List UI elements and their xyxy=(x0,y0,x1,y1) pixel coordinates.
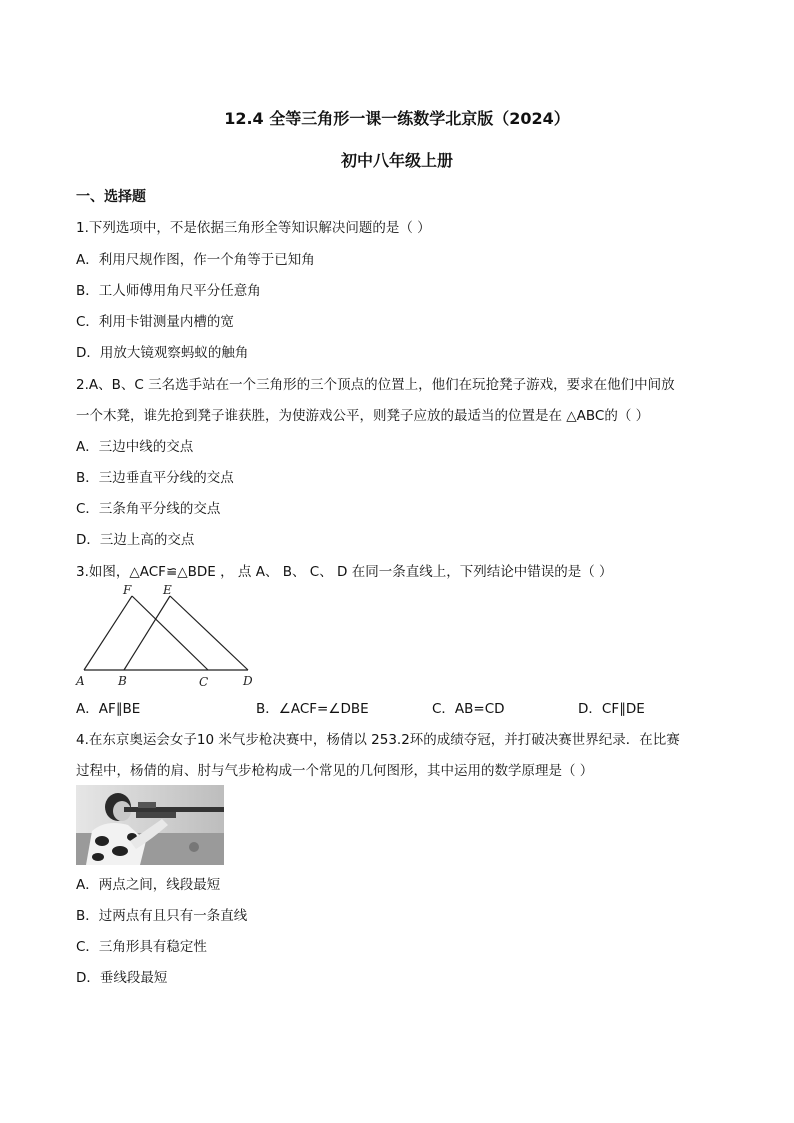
q2-stem-line2: 一个木凳，谁先抢到凳子谁获胜，为使游戏公平，则凳子应放的最适当的位置是在 △ABC的（ ） xyxy=(76,408,650,424)
segment-be xyxy=(124,596,170,670)
q4-stem-line1: 4.在东京奥运会女子10 米气步枪决赛中，杨倩以 253.2环的成绩夺冠，并打破决赛世界纪录．在比赛 xyxy=(76,732,680,748)
document-subtitle: 初中八年级上册 xyxy=(340,151,453,170)
segment-ed xyxy=(170,596,248,670)
q3-option-b: B．∠ACF=∠DBE xyxy=(256,701,369,717)
q2-option-a: A．三边中线的交点 xyxy=(76,439,194,455)
label-b: B xyxy=(118,674,127,688)
q1-stem: 1.下列选项中，不是依据三角形全等知识解决问题的是（ ） xyxy=(76,220,431,236)
label-c: C xyxy=(199,675,209,689)
shooter-photo xyxy=(76,785,224,865)
label-f: F xyxy=(123,584,132,597)
q1-option-b: B．工人师傅用角尺平分任意角 xyxy=(76,283,261,299)
q2-stem-line1: 2.A、B、C 三名选手站在一个三角形的三个顶点的位置上，他们在玩抢凳子游戏，要求在他们中间放 xyxy=(76,377,675,393)
q3-triangle-figure xyxy=(72,584,262,690)
q1-option-d: D．用放大镜观察蚂蚁的触角 xyxy=(76,345,249,361)
q2-option-d: D．三边上高的交点 xyxy=(76,532,195,548)
q3-option-c: C．AB=CD xyxy=(432,701,505,717)
q4-option-d: D．垂线段最短 xyxy=(76,970,168,986)
label-a: A xyxy=(76,674,85,688)
q4-option-b: B．过两点有且只有一条直线 xyxy=(76,908,248,924)
q2-option-c: C．三条角平分线的交点 xyxy=(76,501,221,517)
label-d: D xyxy=(243,674,253,688)
q1-option-c: C．利用卡钳测量内槽的宽 xyxy=(76,314,234,330)
document-title: 12.4 全等三角形一课一练数学北京版（2024） xyxy=(224,109,570,128)
q4-option-a: A．两点之间，线段最短 xyxy=(76,877,221,893)
q3-option-a: A．AF∥BE xyxy=(76,701,141,717)
label-e: E xyxy=(163,584,172,597)
q4-stem-line2: 过程中，杨倩的肩、肘与气步枪构成一个常见的几何图形，其中运用的数学原理是（ ） xyxy=(76,763,594,779)
segment-af xyxy=(84,596,132,670)
q1-option-a: A．利用尺规作图，作一个角等于已知角 xyxy=(76,252,315,268)
q3-stem: 3.如图，△ACF≌△BDE ， 点 A、 B、 C、 D 在同一条直线上，下列结论中错误的是（ ） xyxy=(76,564,613,580)
q4-option-c: C．三角形具有稳定性 xyxy=(76,939,207,955)
q2-option-b: B．三边垂直平分线的交点 xyxy=(76,470,234,486)
segment-fc xyxy=(132,596,208,670)
section-heading: 一、选择题 xyxy=(76,189,146,205)
q3-option-d: D．CF∥DE xyxy=(578,701,645,717)
